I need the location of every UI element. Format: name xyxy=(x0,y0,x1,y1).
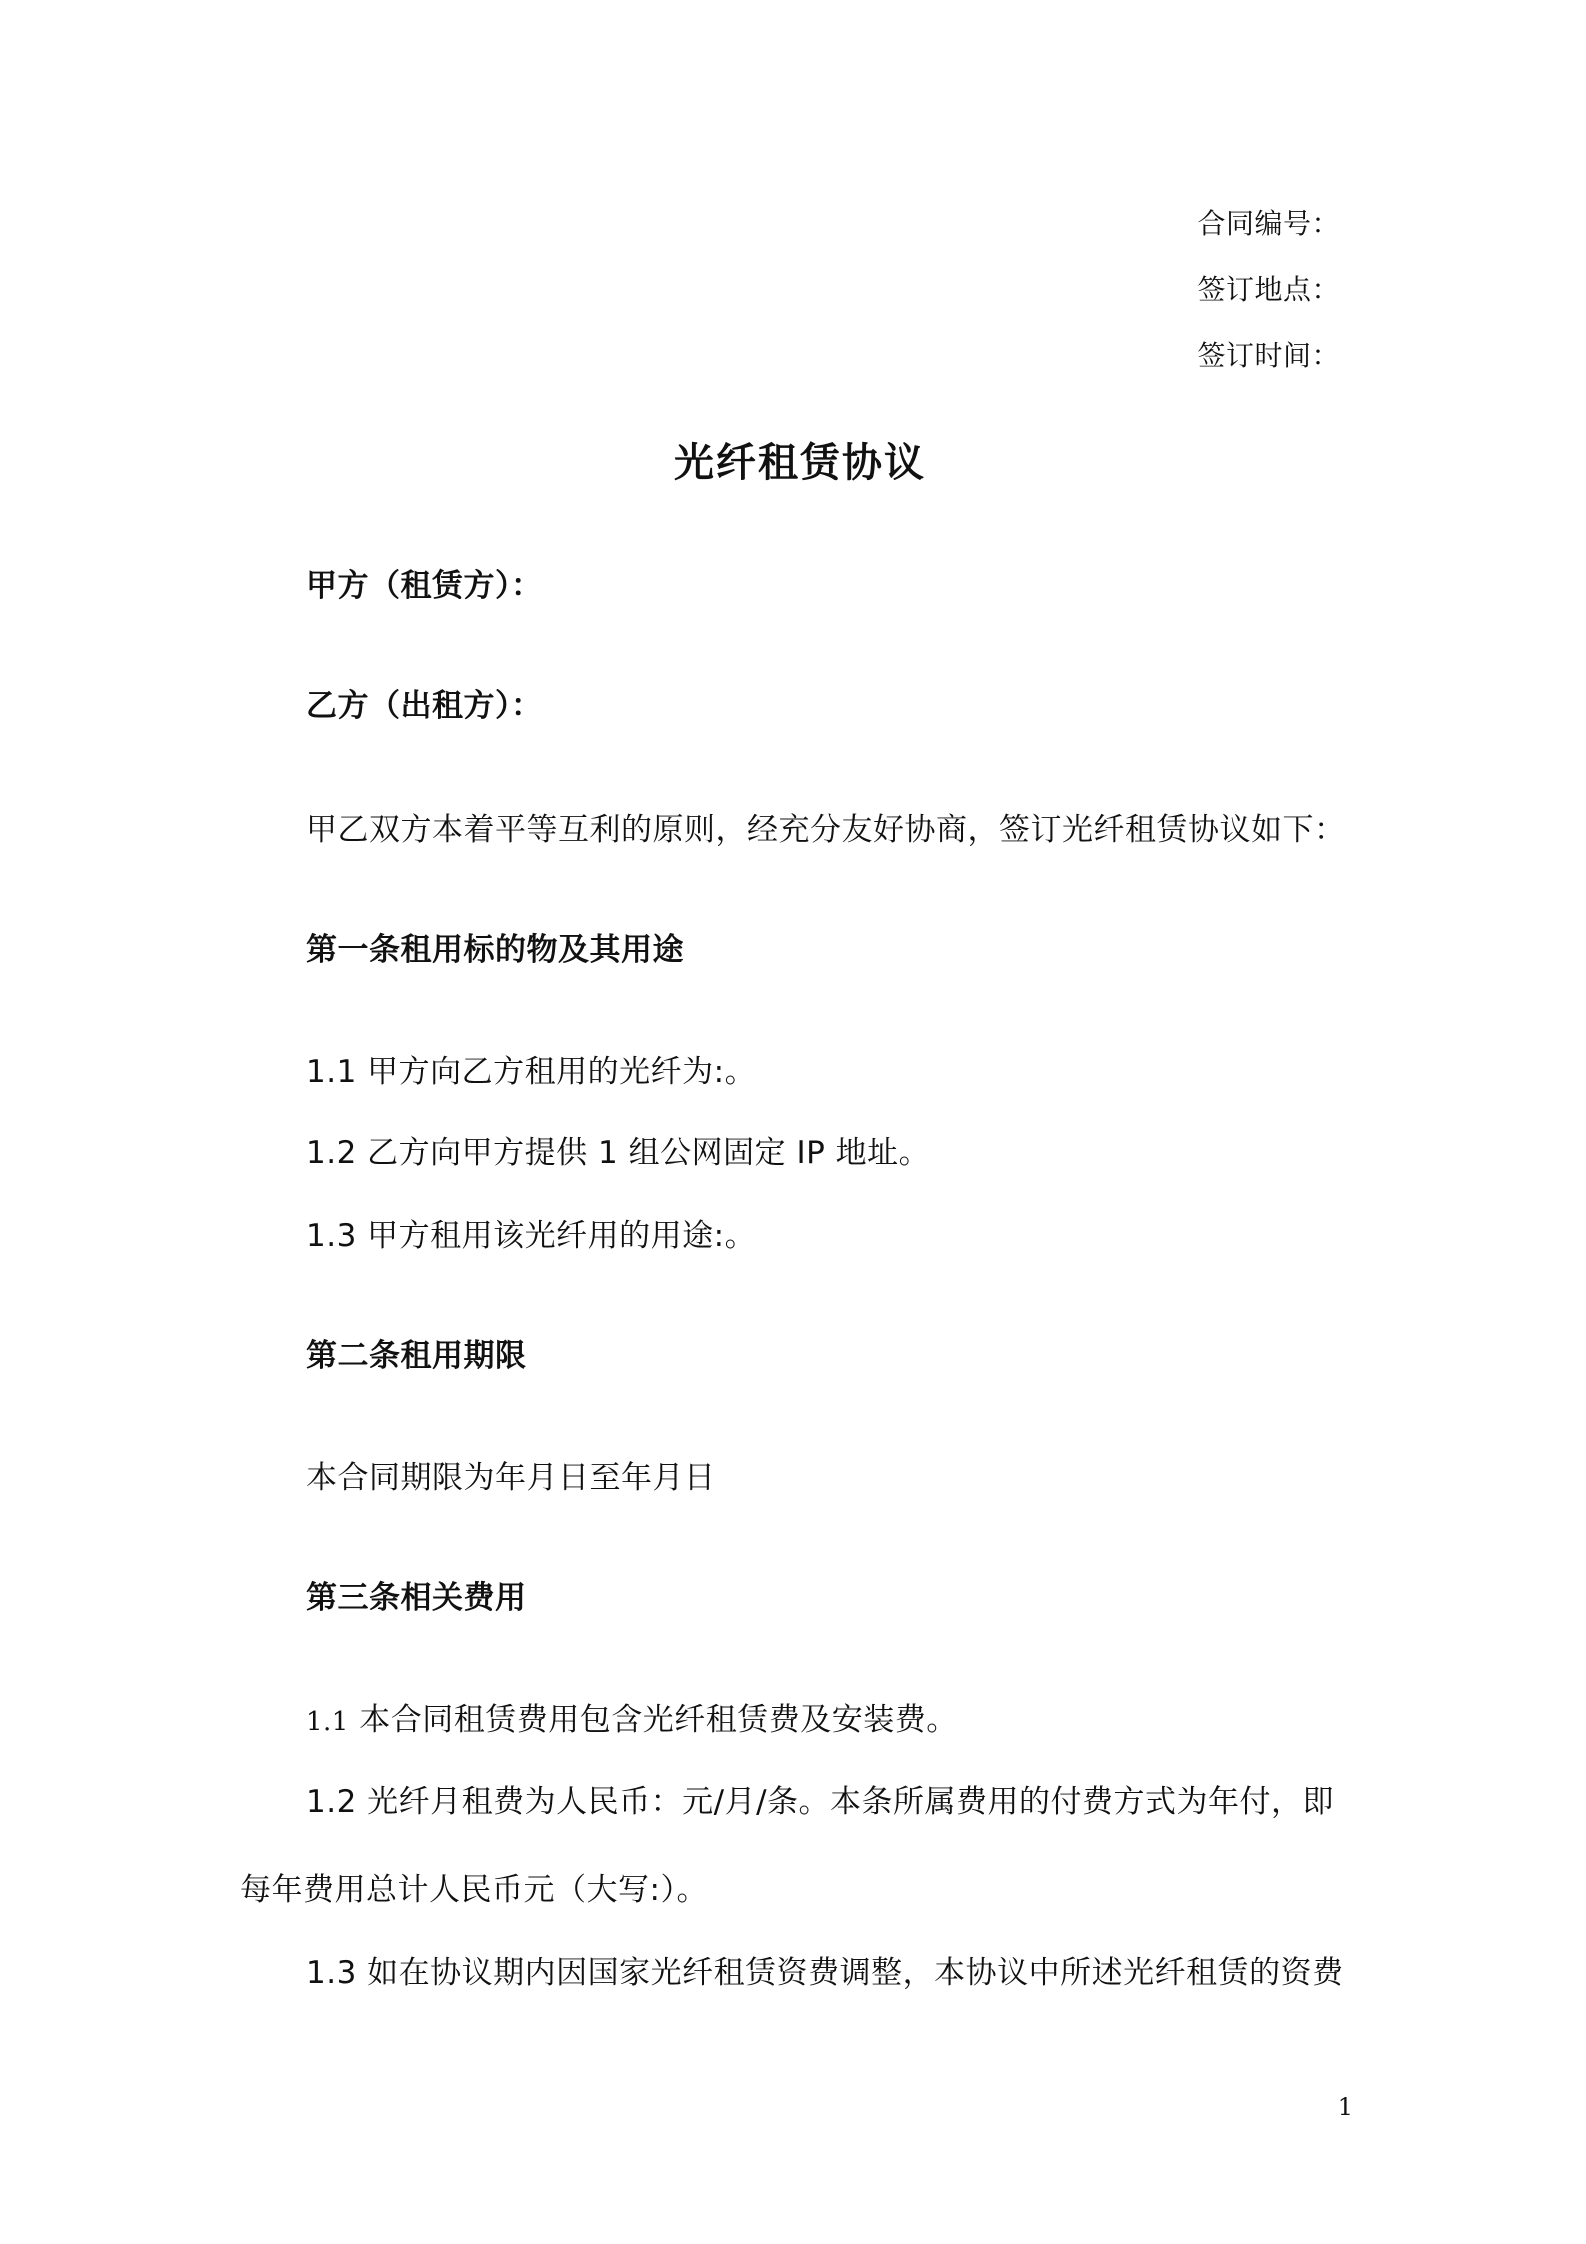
article3-item-2-line1: 1.2 光纤月租费为人民币：元/月/条。本条所属费用的付费方式为年付，即 xyxy=(306,1784,1335,1820)
preamble-text: 甲乙双方本着平等互利的原则，经充分友好协商，签订光纤租赁协议如下： xyxy=(306,812,1346,848)
article3-item-2-line2: 每年费用总计人民币元（大写:）。 xyxy=(240,1872,708,1908)
article2-heading: 第二条租用期限 xyxy=(306,1338,527,1374)
sign-place-label: 签订地点： xyxy=(1197,273,1340,306)
page-number: 1 xyxy=(1337,2093,1353,2121)
document-title: 光纤租赁协议 xyxy=(674,440,926,486)
article1-heading: 第一条租用标的物及其用途 xyxy=(306,932,684,968)
article1-item-3: 1.3 甲方租用该光纤用的用途:。 xyxy=(306,1218,757,1254)
contract-number-label: 合同编号： xyxy=(1197,207,1340,240)
article1-item-1: 1.1 甲方向乙方租用的光纤为:。 xyxy=(306,1054,757,1090)
party-a-label: 甲方（租赁方）： xyxy=(306,568,543,604)
article3-item-1-text: 本合同租赁费用包含光纤租赁费及安装费。 xyxy=(359,1702,958,1738)
party-b-label: 乙方（出租方）： xyxy=(306,688,543,724)
article2-text: 本合同期限为年月日至年月日 xyxy=(306,1460,716,1496)
sign-time-label: 签订时间： xyxy=(1197,339,1340,372)
article3-heading: 第三条相关费用 xyxy=(306,1580,527,1616)
article1-item-2: 1.2 乙方向甲方提供 1 组公网固定 IP 地址。 xyxy=(306,1135,931,1171)
article3-item-1-number: 1.1 xyxy=(306,1707,349,1737)
article3-item-1 xyxy=(306,1700,958,1742)
article3-item-3-line1: 1.3 如在协议期内因国家光纤租赁资费调整，本协议中所述光纤租赁的资费 xyxy=(306,1955,1344,1991)
